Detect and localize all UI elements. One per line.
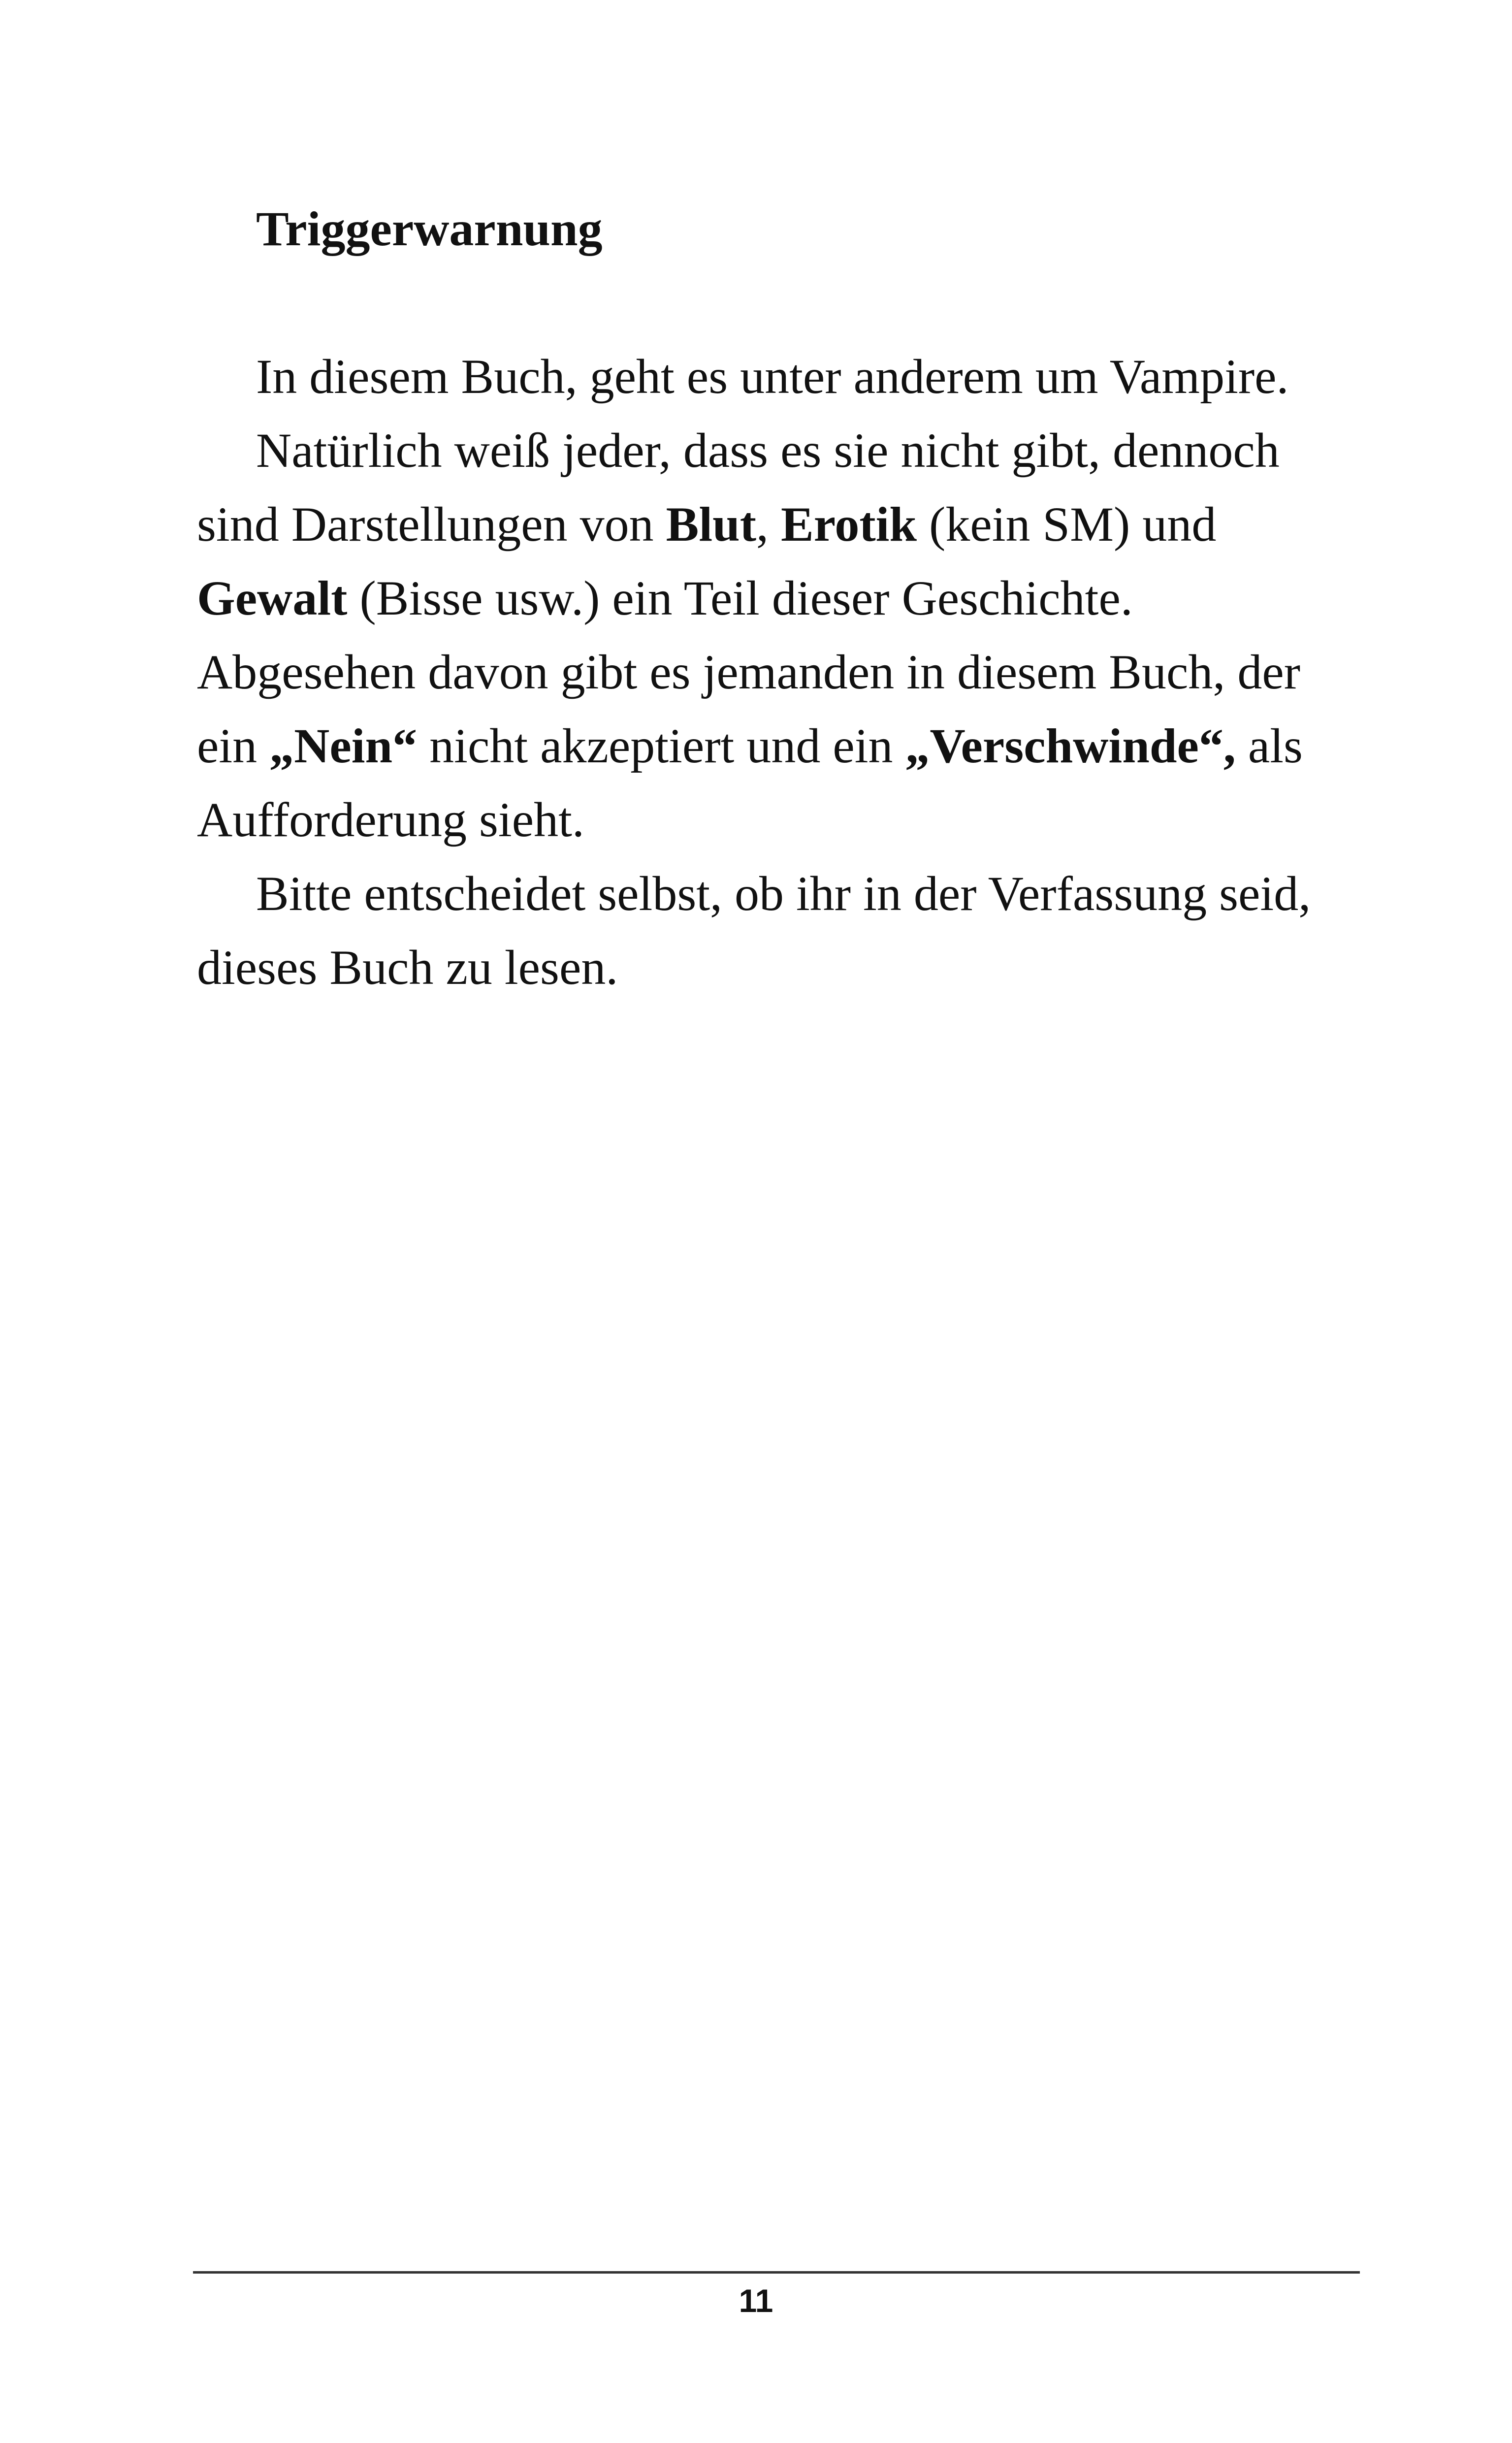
- bold-term-erotik: Erotik: [781, 497, 917, 552]
- text-segment: nicht akzeptiert und ein: [417, 718, 905, 773]
- bold-term-gewalt: Gewalt: [197, 571, 348, 625]
- body-text: [197, 192, 1344, 1005]
- text-segment: Bitte entscheidet selbst, ob ihr in der Verfassung seid, dieses Buch zu lesen.: [197, 866, 1311, 995]
- text-segment: In diesem Buch, geht es unter anderem um Vampire.: [256, 349, 1289, 404]
- section-heading: Triggerwarnung: [256, 201, 603, 256]
- page-number: 11: [739, 2282, 773, 2319]
- paragraph-decision: [197, 857, 1344, 1005]
- bold-term-blut: Blut: [666, 497, 757, 552]
- bold-term-verschwinde: „Verschwinde“,: [905, 718, 1236, 773]
- text-segment: ,: [756, 497, 781, 552]
- heading-spacer: [197, 266, 1344, 340]
- paragraph-vampires: [197, 340, 1344, 414]
- text-segment: als Aufforderung sieht.: [197, 718, 1303, 847]
- text-segment: (Bisse usw.) ein Teil dieser Geschichte. Abgesehen davon gibt es jemanden in diesem Buch, der ein: [197, 571, 1301, 773]
- text-segment: (kein SM) und: [917, 497, 1217, 552]
- text-segment: Natürlich weiß jeder, dass es sie nicht gibt, dennoch sind Darstellungen von: [197, 423, 1280, 552]
- bold-term-nein: „Nein“: [269, 718, 418, 773]
- footer-divider: [193, 2271, 1360, 2274]
- paragraph-content-warning: [197, 414, 1344, 857]
